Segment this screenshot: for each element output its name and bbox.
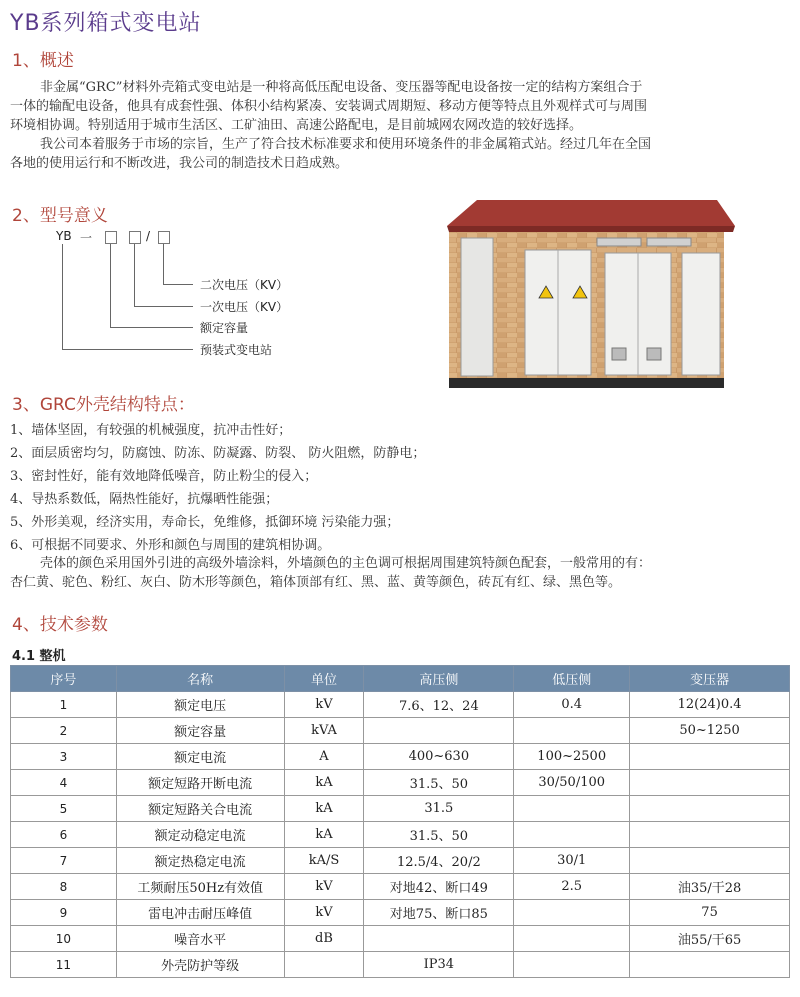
overview-line: 一体的输配电设备，他具有成套性强、体积小结构紧凑、安装调式周期短、移动方便等特点且外观样式可与周围 <box>10 99 648 114</box>
table-cell: 油35/干28 <box>630 874 790 900</box>
table-cell: kA <box>284 770 364 796</box>
table-cell: 10 <box>11 926 117 952</box>
overview-line: 环境相协调。特别适用于城市生活区、工矿油田、高速公路配电，是目前城网农网改造的较好选择。 <box>10 118 583 133</box>
list-item: 2、面层质密均匀，防腐蚀、防冻、防凝露、防裂、 防火阻燃，防静电； <box>10 446 426 461</box>
col-header-index: 序号 <box>11 666 117 692</box>
table-cell: 2.5 <box>514 874 630 900</box>
table-cell: 12(24)0.4 <box>630 692 790 718</box>
table-cell: kA/S <box>284 848 364 874</box>
table-row <box>11 822 790 848</box>
connector-line <box>110 327 193 328</box>
table-cell: 7 <box>11 848 117 874</box>
color-note-line: 杏仁黄、驼色、粉红、灰白、防木形等颜色，箱体顶部有红、黑、蓝、黄等颜色，砖瓦有红、绿、黑色等。 <box>10 575 622 590</box>
col-header-transformer: 变压器 <box>630 666 790 692</box>
connector-line <box>163 244 164 284</box>
section-model-heading: 2、型号意义 <box>12 206 108 226</box>
table-header-row <box>11 666 790 692</box>
overview-line: 非金属“GRC”材料外壳箱式变电站是一种将高低压配电设备、变压器等配电设备按一定的结构方案组合于 <box>40 80 643 95</box>
col-header-name: 名称 <box>116 666 284 692</box>
table-row <box>11 692 790 718</box>
table-cell: 额定短路关合电流 <box>116 796 284 822</box>
table-cell: 6 <box>11 822 117 848</box>
table-cell: 31.5、50 <box>364 770 514 796</box>
list-item: 3、密封性好，能有效地降低噪音，防止粉尘的侵入； <box>10 469 318 484</box>
list-item: 1、墙体坚固，有较强的机械强度，抗冲击性好； <box>10 423 292 438</box>
table-row <box>11 718 790 744</box>
connector-line <box>134 306 193 307</box>
table-cell <box>630 796 790 822</box>
table-cell: 雷电冲击耐压峰值 <box>116 900 284 926</box>
table-cell <box>514 718 630 744</box>
model-slash: / <box>146 229 151 243</box>
label-rated-capacity: 额定容量 <box>200 321 249 335</box>
table-cell: 工频耐压50Hz有效值 <box>116 874 284 900</box>
table-cell <box>514 796 630 822</box>
table-cell: 额定容量 <box>116 718 284 744</box>
table-cell: 5 <box>11 796 117 822</box>
table-cell: 外壳防护等级 <box>116 952 284 978</box>
table-cell: 50~1250 <box>630 718 790 744</box>
table-cell: 4 <box>11 770 117 796</box>
label-primary-voltage: 一次电压（KV） <box>200 300 289 314</box>
connector-line <box>134 244 135 306</box>
table-cell: 额定电流 <box>116 744 284 770</box>
table-cell: 对地75、断口85 <box>364 900 514 926</box>
model-dash: 一 <box>80 231 93 245</box>
color-note <box>10 554 651 592</box>
table-cell <box>514 822 630 848</box>
list-item: 5、外形美观，经济实用，寿命长，免维修，抵御环境 污染能力强； <box>10 515 400 530</box>
table-cell: 9 <box>11 900 117 926</box>
subsection-title: 4.1 整机 <box>12 649 66 664</box>
table-row <box>11 744 790 770</box>
table-cell <box>364 718 514 744</box>
table-cell: IP34 <box>364 952 514 978</box>
table-cell: 400~630 <box>364 744 514 770</box>
table-row <box>11 848 790 874</box>
table-cell <box>630 848 790 874</box>
model-box-capacity <box>105 231 117 244</box>
section-tech-heading: 4、技术参数 <box>12 615 108 635</box>
table-row <box>11 770 790 796</box>
overview-paragraph <box>10 78 790 173</box>
table-cell <box>364 926 514 952</box>
col-header-lv: 低压侧 <box>514 666 630 692</box>
table-cell: 0.4 <box>514 692 630 718</box>
table-cell: A <box>284 744 364 770</box>
col-header-hv: 高压侧 <box>364 666 514 692</box>
color-note-line: 壳体的颜色采用国外引进的高级外墙涂料，外墙颜色的主色调可根据周围建筑特颜色配套，一般常用的有： <box>40 556 652 571</box>
table-cell: 额定电压 <box>116 692 284 718</box>
table-cell <box>630 952 790 978</box>
table-cell: 油55/干65 <box>630 926 790 952</box>
table-cell: 31.5 <box>364 796 514 822</box>
section-overview-heading: 1、概述 <box>12 51 74 71</box>
page-title: YB系列箱式变电站 <box>10 11 202 36</box>
table-cell: 噪音水平 <box>116 926 284 952</box>
table-cell: 100~2500 <box>514 744 630 770</box>
table-row <box>11 796 790 822</box>
overview-line: 各地的使用运行和不断改进，我公司的制造技术日趋成熟。 <box>10 156 349 171</box>
table-cell <box>514 926 630 952</box>
table-cell: 2 <box>11 718 117 744</box>
table-cell: kV <box>284 692 364 718</box>
table-cell: 额定热稳定电流 <box>116 848 284 874</box>
list-item: 6、可根据不同要求、外形和颜色与周围的建筑相协调。 <box>10 538 331 553</box>
substation-photo <box>437 198 737 393</box>
table-cell: kVA <box>284 718 364 744</box>
table-cell: 31.5、50 <box>364 822 514 848</box>
table-cell <box>284 952 364 978</box>
table-cell: 7.6、12、24 <box>364 692 514 718</box>
table-cell: kV <box>284 900 364 926</box>
table-cell: 8 <box>11 874 117 900</box>
table-cell: kV <box>284 874 364 900</box>
list-item: 4、导热系数低，隔热性能好，抗爆晒性能强； <box>10 492 279 507</box>
table-row <box>11 952 790 978</box>
table-cell: 75 <box>630 900 790 926</box>
connector-line <box>110 244 111 327</box>
overview-line: 我公司本着服务于市场的宗旨，生产了符合技术标准要求和使用环境条件的非金属箱式站。经过几年在全国 <box>40 137 652 152</box>
table-row <box>11 874 790 900</box>
model-box-secondary <box>158 231 170 244</box>
model-box-primary <box>129 231 141 244</box>
table-cell: 3 <box>11 744 117 770</box>
table-cell: 对地42、断口49 <box>364 874 514 900</box>
label-secondary-voltage: 二次电压（KV） <box>200 278 289 292</box>
table-cell: 12.5/4、20/2 <box>364 848 514 874</box>
table-cell: 30/50/100 <box>514 770 630 796</box>
table-cell: kA <box>284 822 364 848</box>
connector-line <box>62 244 63 349</box>
table-cell: 额定短路开断电流 <box>116 770 284 796</box>
table-cell: kA <box>284 796 364 822</box>
section-grc-heading: 3、GRC外壳结构特点： <box>12 395 195 415</box>
label-prefab-substation: 预装式变电站 <box>200 343 273 357</box>
table-cell: 额定动稳定电流 <box>116 822 284 848</box>
table-cell: 30/1 <box>514 848 630 874</box>
table-row <box>11 900 790 926</box>
table-cell <box>630 770 790 796</box>
table-cell <box>514 952 630 978</box>
table-cell <box>630 744 790 770</box>
connector-line <box>62 349 193 350</box>
table-cell <box>630 822 790 848</box>
connector-line <box>163 284 193 285</box>
features-list <box>10 419 425 557</box>
table-row <box>11 926 790 952</box>
table-cell: 1 <box>11 692 117 718</box>
col-header-unit: 单位 <box>284 666 364 692</box>
table-cell <box>514 900 630 926</box>
parameters-table <box>10 665 790 978</box>
table-cell: 11 <box>11 952 117 978</box>
table-cell: dB <box>284 926 364 952</box>
model-code: YB <box>56 229 72 243</box>
